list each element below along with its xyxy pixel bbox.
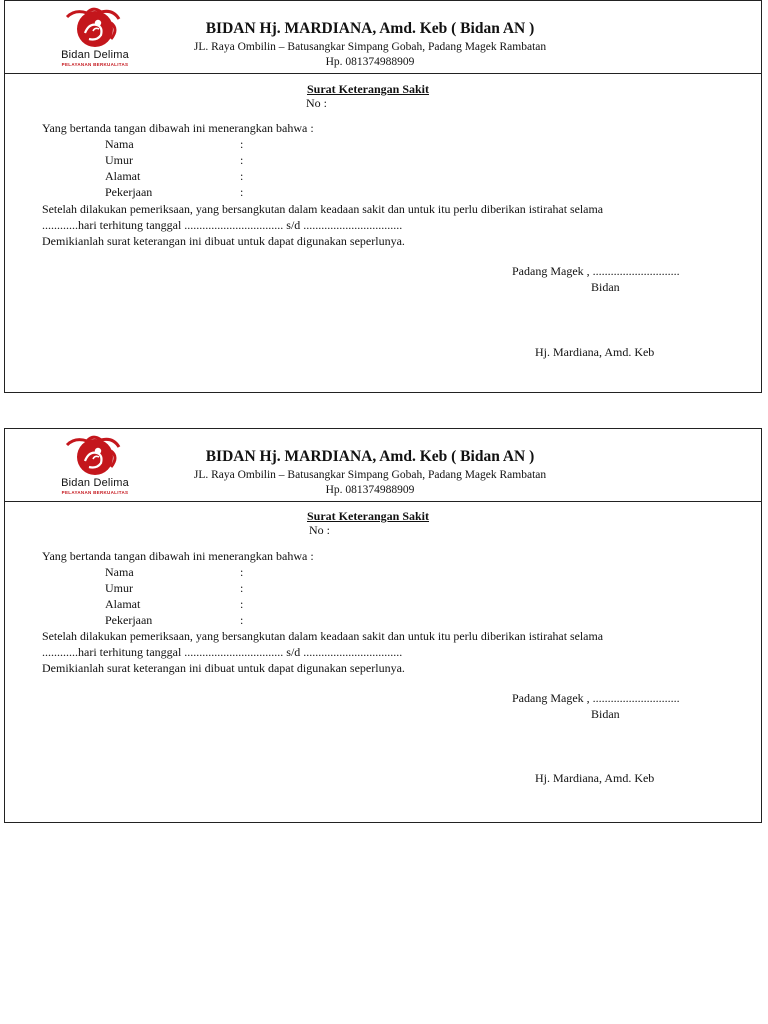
mother-child-heart-icon: [53, 435, 137, 477]
document-title: Surat Keterangan Sakit: [307, 509, 430, 523]
letterhead: [5, 429, 761, 502]
field-label-pekerjaan: Pekerjaan: [105, 185, 153, 199]
signer-name: Hj. Mardiana, Amd. Keb: [535, 345, 655, 359]
closing-text: Demikianlah surat keterangan ini dibuat untuk dapat digunakan seperlunya.: [42, 234, 405, 248]
field-separator: :: [240, 169, 244, 183]
field-label-alamat: Alamat: [105, 597, 141, 611]
field-separator: :: [240, 137, 244, 151]
org-title: BIDAN Hj. MARDIANA, Amd. Keb ( Bidan AN ): [205, 448, 535, 465]
field-label-nama: Nama: [105, 565, 134, 579]
logo-tagline: PELAYANAN BERKUALITAS: [61, 62, 129, 67]
field-separator: :: [240, 565, 244, 579]
field-separator: :: [240, 613, 244, 627]
closing-text: Demikianlah surat keterangan ini dibuat untuk dapat digunakan seperlunya.: [42, 661, 405, 675]
field-separator: :: [240, 597, 244, 611]
org-phone: Hp. 081374988909: [325, 56, 415, 68]
org-address: JL. Raya Ombilin – Batusangkar Simpang Gobah, Padang Magek Rambatan: [193, 469, 547, 481]
field-label-nama: Nama: [105, 137, 134, 151]
place-date: Padang Magek , .............................: [512, 264, 680, 278]
signer-name: Hj. Mardiana, Amd. Keb: [535, 771, 655, 785]
mother-child-heart-icon: [53, 7, 137, 49]
field-label-umur: Umur: [105, 581, 133, 595]
org-address: JL. Raya Ombilin – Batusangkar Simpang Gobah, Padang Magek Rambatan: [193, 41, 547, 53]
body-text-line-2: ............hari terhitung tanggal ................................. s/d .................................: [42, 645, 403, 659]
document-number-label: No :: [309, 523, 330, 537]
org-phone: Hp. 081374988909: [325, 484, 415, 496]
sick-letter-2: [4, 428, 762, 823]
field-separator: :: [240, 581, 244, 595]
org-title: BIDAN Hj. MARDIANA, Amd. Keb ( Bidan AN ): [205, 20, 535, 37]
intro-text: Yang bertanda tangan dibawah ini menerangkan bahwa :: [42, 549, 314, 563]
logo-name: Bidan Delima: [61, 49, 129, 61]
field-label-pekerjaan: Pekerjaan: [105, 613, 153, 627]
logo-tagline: PELAYANAN BERKUALITAS: [61, 490, 129, 495]
letterhead: [5, 1, 761, 74]
field-separator: :: [240, 153, 244, 167]
sick-letter-1: [4, 0, 762, 393]
logo-name: Bidan Delima: [61, 477, 129, 489]
field-label-umur: Umur: [105, 153, 133, 167]
bidan-delima-logo: [39, 7, 151, 69]
body-text-line-1: Setelah dilakukan pemeriksaan, yang bersangkutan dalam keadaan sakit dan untuk itu perlu diberikan istirahat selama: [42, 629, 603, 643]
body-text-line-2: ............hari terhitung tanggal ................................. s/d .................................: [42, 218, 403, 232]
signer-role: Bidan: [591, 280, 620, 294]
field-label-alamat: Alamat: [105, 169, 141, 183]
place-date: Padang Magek , .............................: [512, 691, 680, 705]
field-separator: :: [240, 185, 244, 199]
body-text-line-1: Setelah dilakukan pemeriksaan, yang bersangkutan dalam keadaan sakit dan untuk itu perlu diberikan istirahat selama: [42, 202, 603, 216]
signer-role: Bidan: [591, 707, 620, 721]
intro-text: Yang bertanda tangan dibawah ini menerangkan bahwa :: [42, 121, 314, 135]
document-title: Surat Keterangan Sakit: [307, 82, 430, 96]
document-number-label: No :: [306, 96, 327, 110]
bidan-delima-logo: [39, 435, 151, 497]
